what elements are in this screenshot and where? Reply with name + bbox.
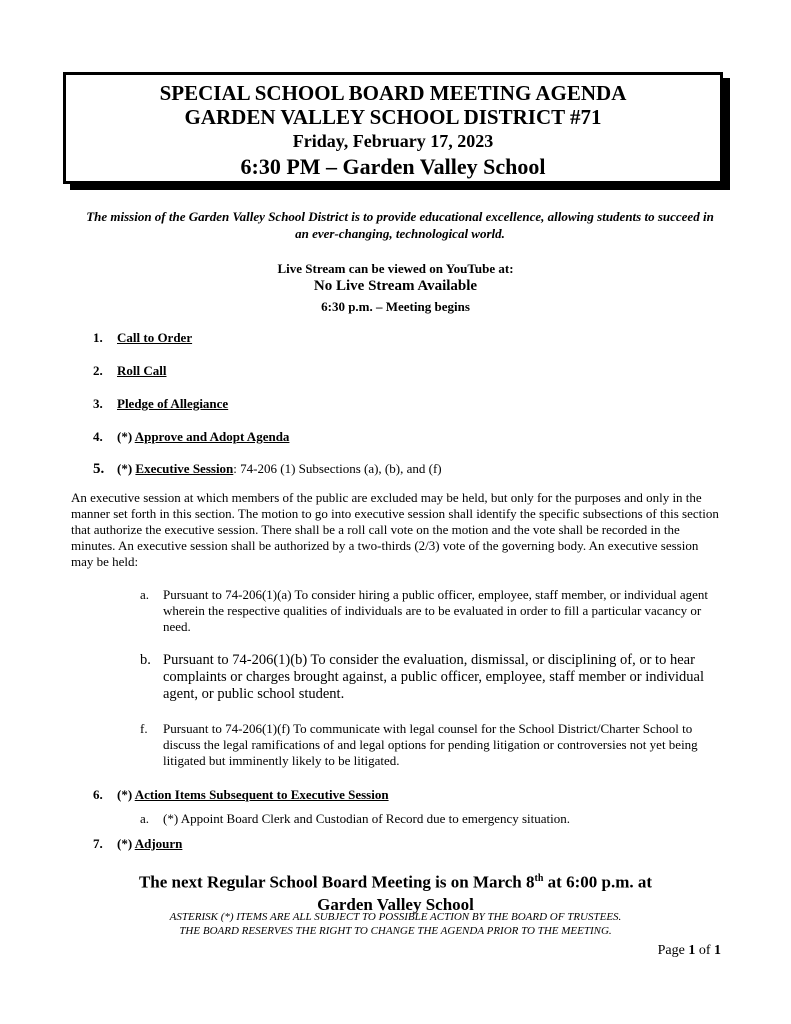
- page-label: Page: [657, 943, 689, 958]
- agenda-header: [63, 72, 723, 184]
- disclaimer-line1: ASTERISK (*) ITEMS ARE ALL SUBJECT TO POSSIBLE ACTION BY THE BOARD OF TRUSTEES.: [169, 911, 622, 923]
- item-number: 1.: [93, 330, 103, 345]
- subitem-letter: f.: [140, 721, 148, 736]
- meeting-begins: 6:30 p.m. – Meeting begins: [321, 299, 470, 314]
- action-marker: (*): [117, 787, 135, 802]
- item-number: 4.: [93, 429, 103, 444]
- item-label: Action Items Subsequent to Executive Session: [134, 787, 389, 802]
- executive-subitem: [140, 721, 720, 769]
- item-number: 5.: [93, 461, 105, 477]
- item-label: Adjourn: [134, 836, 183, 851]
- item-number: 3.: [93, 396, 103, 411]
- agenda-item: [93, 787, 389, 803]
- subitem-letter: a.: [140, 811, 150, 826]
- item-number: 2.: [93, 363, 103, 378]
- page-total: 1: [714, 943, 721, 958]
- agenda-item: [93, 429, 289, 445]
- subitem-text: Pursuant to 74-206(1)(b) To consider the evaluation, dismissal, or disciplining of, or to hear complaints or charges brought against, a public officer, employee, staff member or individual agent, or public school student.: [163, 652, 705, 702]
- agenda-item: [93, 396, 228, 412]
- item-label: Executive Session: [135, 461, 234, 476]
- page-of: of: [695, 943, 714, 958]
- meeting-time-location: 6:30 PM – Garden Valley School: [240, 154, 546, 179]
- next-meeting-location: Garden Valley School: [317, 894, 474, 914]
- item-label: Approve and Adopt Agenda: [134, 429, 290, 444]
- agenda-item: [93, 330, 192, 346]
- asterisk-disclaimer: [0, 910, 791, 938]
- page-number: [658, 943, 721, 959]
- subitem-text: (*) Appoint Board Clerk and Custodian of Record due to emergency situation.: [163, 811, 571, 826]
- agenda-title: SPECIAL SCHOOL BOARD MEETING AGENDA: [159, 81, 627, 105]
- agenda-item: [93, 363, 166, 379]
- executive-subitem: [140, 587, 720, 635]
- page-current: 1: [688, 943, 696, 958]
- item-label: Roll Call: [117, 363, 167, 378]
- item-label: Call to Order: [117, 330, 193, 345]
- ordinal-suffix: th: [534, 873, 544, 884]
- next-meeting-line1: [0, 868, 791, 894]
- subitem-text: Pursuant to 74-206(1)(f) To communicate with legal counsel for the School District/Charter School to discuss the legal ramifications of and legal options for pending litigation or controversies not yet being litigated but imminently likely to be litigated.: [163, 721, 698, 768]
- subitem-letter: b.: [140, 652, 151, 668]
- next-meeting-notice: [0, 868, 791, 916]
- district-name: GARDEN VALLEY SCHOOL DISTRICT #71: [184, 105, 602, 129]
- action-marker: (*): [117, 461, 136, 476]
- next-meeting-text: The next Regular School Board Meeting is on March 8: [138, 872, 535, 892]
- subitem-letter: a.: [140, 587, 150, 602]
- agenda-item: [93, 461, 442, 477]
- live-stream-label: Live Stream can be viewed on YouTube at:: [277, 261, 514, 276]
- executive-subitem: [140, 652, 720, 703]
- disclaimer-line2: THE BOARD RESERVES THE RIGHT TO CHANGE THE AGENDA PRIOR TO THE MEETING.: [179, 925, 612, 937]
- action-marker: (*): [117, 836, 135, 851]
- live-stream-status: No Live Stream Available: [313, 278, 478, 294]
- subitem-text: Pursuant to 74-206(1)(a) To consider hiring a public officer, employee, staff member, or individual agent wherein the respective qualities of individuals are to be evaluated in order to fill a particular vacancy or need.: [163, 587, 708, 634]
- next-meeting-time: at 6:00 p.m. at: [543, 872, 653, 892]
- item-suffix: : 74-206 (1) Subsections (a), (b), and (f): [233, 461, 442, 476]
- item-label: Pledge of Allegiance: [117, 396, 229, 411]
- mission-statement: The mission of the Garden Valley School District is to provide educational excellence, allowing students to succeed in an ever-changing, technological world.: [86, 209, 714, 241]
- executive-session-description: An executive session at which members of the public are excluded may be held, but only for the purposes and only in the manner set forth in this section. The motion to go into executive session shall identify the specific subsections of this section that authorize the executive session. There shall be a roll call vote on the motion and the vote shall be recorded in the minutes. An executive session shall be authorized by a two-thirds (2/3) vote of the governing body. An executive session may be held:: [71, 490, 719, 569]
- item-number: 6.: [93, 787, 103, 802]
- meeting-date: Friday, February 17, 2023: [292, 131, 494, 151]
- agenda-item: [93, 836, 182, 852]
- action-subitem: [140, 811, 720, 827]
- item-number: 7.: [93, 836, 103, 851]
- action-marker: (*): [117, 429, 135, 444]
